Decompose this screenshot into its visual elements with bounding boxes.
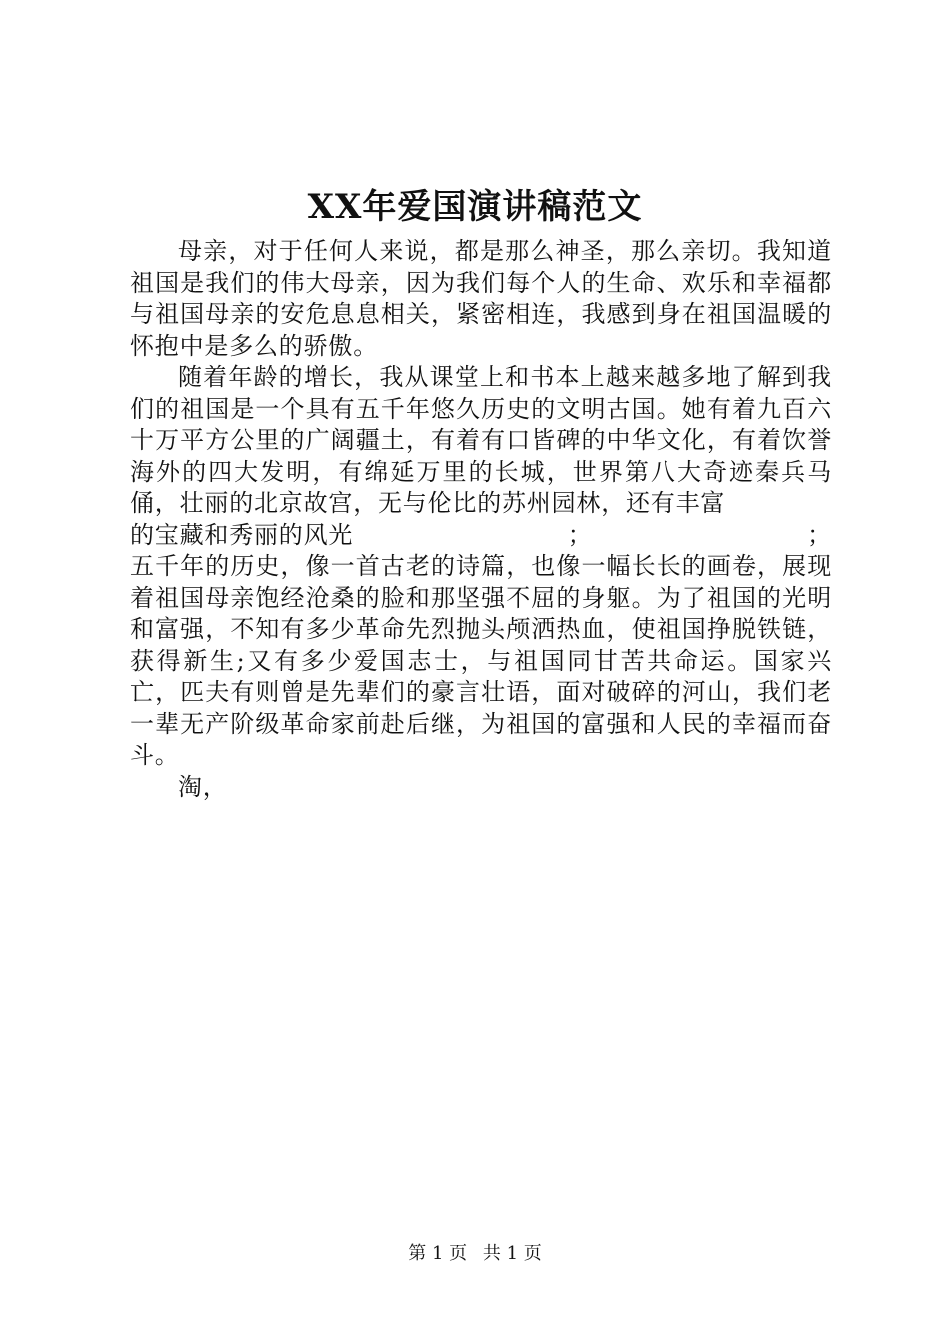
spread-line-text: 的宝藏和秀丽的风光 — [130, 520, 354, 549]
spread-line-separator-2: ； — [807, 520, 832, 549]
page-number: 第 1 页 — [408, 1243, 468, 1264]
paragraph-2: 随着年龄的增长，我从课堂上和书本上越来越多地了解到我们的祖国是一个具有五千年悠久历史的文明古国。她有着九百六十万平方公里的广阔疆土，有着有口皆碑的中华文化，有着饮誉海外的四大发明，有绵延万里的长城，世界第八大奇迹秦兵马俑，壮丽的北京故宫，无与伦比的苏州园林，还有丰富 — [130, 363, 832, 517]
paragraph-2-last-line — [130, 520, 832, 552]
document-body — [130, 236, 832, 803]
document-title: XX年爱国演讲稿范文 — [307, 187, 643, 227]
paragraph-continued: 五千年的历史，像一首古老的诗篇，也像一幅长长的画卷，展现着祖国母亲饱经沧桑的脸和那坚强不屈的身躯。为了祖国的光明和富强，不知有多少革命先烈抛头颅洒热血，使祖国挣脱铁链，获得新生;又有多少爱国志士，与祖国同甘苦共命运。国家兴亡，匹夫有则曾是先辈们的豪言壮语，面对破碎的河山，我们老一辈无产阶级革命家前赴后继，为祖国的富强和人民的幸福而奋斗。 — [130, 552, 832, 769]
page-total: 共 1 页 — [482, 1243, 542, 1264]
paragraph-final: 淘， — [178, 772, 228, 801]
paragraph-1: 母亲，对于任何人来说，都是那么神圣，那么亲切。我知道祖国是我们的伟大母亲，因为我们每个人的生命、欢乐和幸福都与祖国母亲的安危息息相关，紧密相连，我感到身在祖国温暖的怀抱中是多么的骄傲。 — [130, 237, 832, 360]
spread-line-separator-1: ； — [567, 520, 593, 549]
page-footer — [0, 1242, 950, 1266]
